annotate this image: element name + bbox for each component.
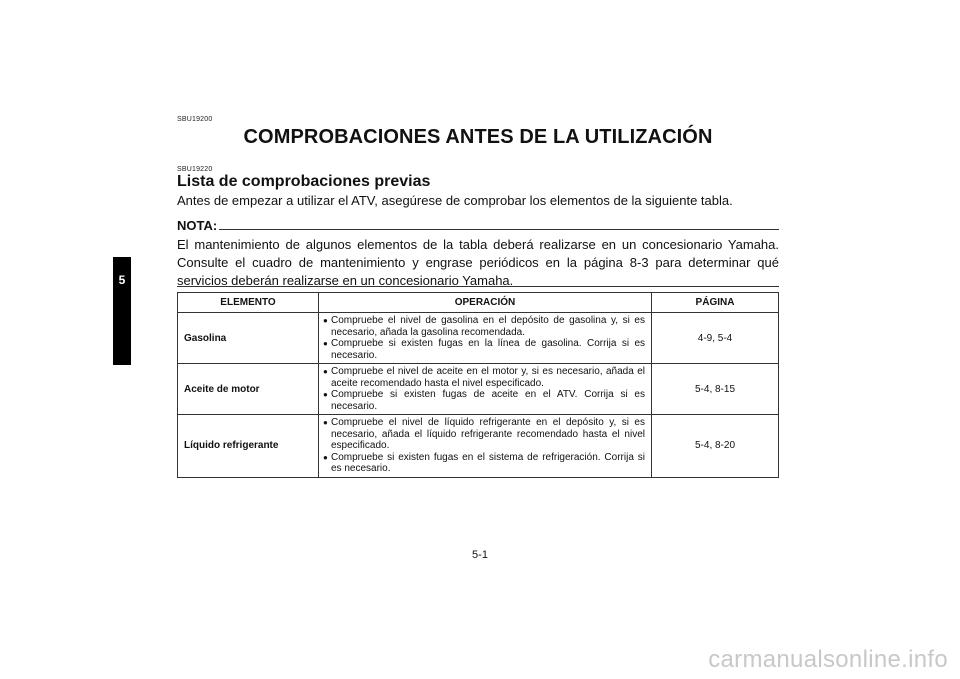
checklist-table [177, 292, 779, 478]
list-item [323, 452, 645, 475]
note-end-divider [177, 286, 779, 287]
watermark: carmanualsonline.info [708, 646, 948, 673]
title-code: SBU19200 [177, 116, 213, 123]
cell-element: Gasolina [178, 313, 319, 364]
table-header-row [178, 293, 779, 313]
note-divider [219, 229, 779, 230]
intro-paragraph: Antes de empezar a utilizar el ATV, asegúrese de comprobar los elementos de la siguiente tabla. [177, 193, 733, 208]
page-number: 5-1 [472, 549, 488, 561]
table-row [178, 364, 779, 415]
header-operation: OPERACIÓN [319, 293, 652, 313]
bullet-icon: ● [323, 316, 328, 325]
table-row [178, 313, 779, 364]
chapter-tab [113, 257, 131, 365]
operation-text: Compruebe el nivel de líquido refrigerante en el depósito y, si es necesario, añada el líquido refrigerante recomendado hasta el nivel especificado. [331, 417, 645, 451]
operation-text: Compruebe si existen fugas de aceite en el ATV. Corrija si es necesario. [331, 389, 645, 412]
operation-text: Compruebe si existen fugas en la línea de gasolina. Corrija si es necesario. [331, 338, 645, 361]
cell-page: 4-9, 5-4 [652, 313, 779, 364]
cell-operation [319, 313, 652, 364]
cell-element: Líquido refrigerante [178, 415, 319, 478]
note-label: NOTA: [177, 218, 218, 233]
bullet-icon: ● [323, 418, 328, 427]
bullet-icon: ● [323, 367, 328, 376]
bullet-icon: ● [323, 452, 328, 462]
list-item [323, 315, 645, 338]
bullet-icon: ● [323, 390, 328, 399]
table-row [178, 415, 779, 478]
operation-text: Compruebe el nivel de gasolina en el depósito de gasolina y, si es necesario, añada la gasolina recomendada. [331, 315, 645, 338]
cell-element: Aceite de motor [178, 364, 319, 415]
list-item [323, 366, 645, 389]
section-heading: Lista de comprobaciones previas [177, 173, 431, 190]
list-item [323, 338, 645, 361]
cell-page: 5-4, 8-20 [652, 415, 779, 478]
page-title: COMPROBACIONES ANTES DE LA UTILIZACIÓN [243, 126, 713, 148]
section-code: SBU19220 [177, 166, 213, 173]
operation-text: Compruebe si existen fugas en el sistema de refrigeración. Corrija si es necesario. [331, 451, 645, 474]
list-item [323, 389, 645, 412]
bullet-icon: ● [323, 339, 328, 348]
cell-page: 5-4, 8-15 [652, 364, 779, 415]
cell-operation [319, 364, 652, 415]
header-page: PÁGINA [652, 293, 779, 313]
header-element: ELEMENTO [178, 293, 319, 313]
operation-text: Compruebe el nivel de aceite en el motor y, si es necesario, añada el aceite recomendado hasta el nivel especificado. [331, 366, 645, 389]
list-item [323, 417, 645, 452]
cell-operation [319, 415, 652, 478]
chapter-tab-number: 5 [118, 273, 126, 287]
note-text: El mantenimiento de algunos elementos de la tabla deberá realizarse en un concesionario Yamaha. Consulte el cuadro de mantenimiento y engrase periódicos en la página 8-3 para determinar qué servicios deberán realizarse en un concesionario Yamaha. [177, 237, 779, 288]
